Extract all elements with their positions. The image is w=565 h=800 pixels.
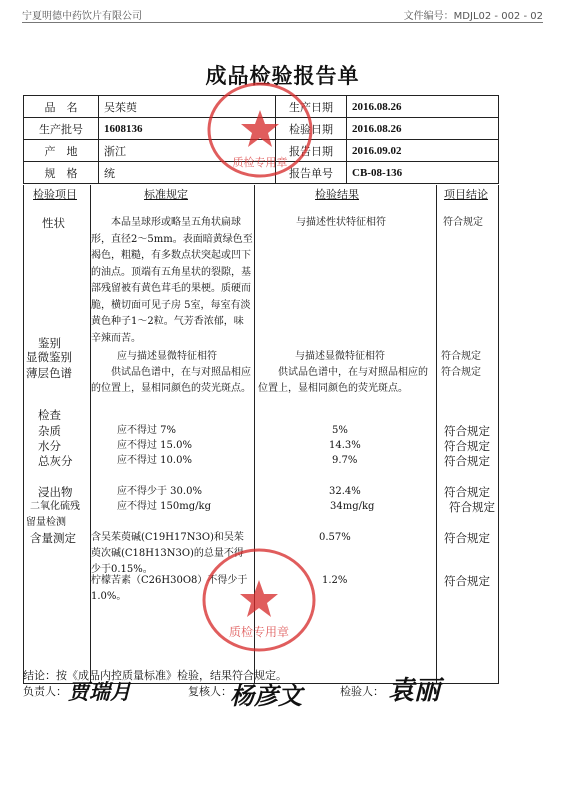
conclusion-text: 符合规定 (444, 531, 490, 545)
standard-text: 应不得过 7% (117, 425, 177, 436)
signature-handwriting: 杨彦文 (230, 681, 302, 710)
result-text: 14.3% (329, 440, 361, 451)
section-label: 检查 (38, 408, 61, 422)
signature-label: 负责人： (23, 685, 67, 698)
result-text: 32.4% (329, 486, 361, 497)
company-seal-stamp (205, 80, 315, 180)
info-value-2: 2016.08.26 (352, 100, 402, 113)
signature-handwriting: 袁丽 (388, 676, 441, 706)
column-header: 标准规定 (144, 188, 188, 201)
column-header: 项目结论 (444, 188, 488, 201)
signature-label: 检验人： (340, 685, 384, 698)
item-name: 性状 (42, 216, 65, 230)
info-label-2: 生产日期 (276, 96, 347, 117)
conclusion-text: 符合规定 (444, 454, 490, 468)
info-value-2: 2016.09.02 (352, 144, 402, 157)
result-text: 34mg/kg (330, 501, 375, 512)
item-name: 杂质 (38, 424, 61, 438)
info-value-2: CB-08-136 (352, 166, 403, 179)
item-name: 水分 (38, 439, 61, 453)
company-name: 宁夏明德中药饮片有限公司 (22, 11, 142, 22)
result-text: 与描述显微特征相符 (295, 351, 385, 362)
item-name: 二氧化硫残 (30, 501, 80, 512)
info-value: 浙江 (99, 140, 276, 161)
standard-text: 柠檬苦素（C26H30O8）不得少于1.0%。 (91, 575, 248, 602)
standard-text: 含吴茱萸碱(C19H17N3O)和吴茱萸次碱(C18H13N3O)的总量不得少于0.15%。 (91, 532, 244, 575)
standard-text: 应不得过 10.0% (117, 455, 192, 466)
info-value: 1608136 (99, 118, 276, 139)
standard-text: 应不得过 15.0% (117, 440, 192, 451)
page-header (22, 6, 543, 23)
conclusion-text: 符合规定 (444, 424, 490, 438)
info-value-2: 2016.08.26 (352, 122, 402, 135)
info-label: 产 地 (24, 140, 99, 161)
conclusion-text: 符合规定 (449, 500, 495, 514)
info-value: 吴茱萸 (99, 96, 276, 117)
result-text: 供试品色谱中，在与对照品相应的位置上，显相同颜色的荧光斑点。 (258, 367, 428, 394)
document-number: 文件编号：MDJL02 - 002 - 02 (403, 11, 543, 22)
info-label-2: 报告单号 (276, 162, 347, 183)
info-label: 生产批号 (24, 118, 99, 139)
item-name: 浸出物 (38, 485, 73, 499)
standard-text: 应不得过 150mg/kg (117, 501, 211, 512)
stamp-center-text: 质检专用章 (232, 156, 288, 169)
result-text: 与描述性状特征相符 (296, 217, 386, 228)
stamp-center-text: 质检专用章 (228, 625, 290, 639)
info-label: 规 格 (24, 162, 99, 183)
column-header: 检验项目 (33, 188, 77, 201)
info-label-2: 检验日期 (276, 118, 347, 139)
info-value: 统 (99, 162, 276, 183)
conclusion-text: 符合规定 (444, 439, 490, 453)
conclusion-text: 符合规定 (443, 217, 483, 228)
item-name-cont: 留量检测 (26, 517, 66, 528)
standard-text: 供试品色谱中，在与对照品相应的位置上，显相同颜色的荧光斑点。 (91, 367, 251, 394)
info-label-2: 报告日期 (276, 140, 347, 161)
item-name: 薄层色谱 (26, 366, 72, 380)
item-name: 含量测定 (30, 531, 76, 545)
info-label: 品 名 (24, 96, 99, 117)
conclusion-text: 符合规定 (444, 574, 490, 588)
signature-label: 复核人： (188, 685, 232, 698)
column-header: 检验结果 (315, 188, 359, 201)
standard-text: 本品呈球形或略呈五角状扁球形，直径2～5mm。表面暗黄绿色至褐色，粗糙，有多数点状突起或凹下的油点。顶端有五角星状的裂隙，基部残留被有黄色茸毛的果梗。质硬而脆，横切面可见子房 5室，每室有淡黄色种子1～2粒。气芳香浓郁，味辛辣而苦。 (91, 217, 253, 344)
result-text: 1.2% (322, 575, 348, 586)
conclusion-text: 符合规定 (441, 351, 481, 362)
conclusion-text: 符合规定 (441, 367, 481, 378)
signature-handwriting: 贾瑞月 (68, 679, 131, 704)
report-title: 成品检验报告单 (205, 63, 360, 88)
section-label: 鉴别 (38, 336, 61, 350)
company-seal-stamp (200, 546, 318, 654)
result-text: 9.7% (332, 455, 358, 466)
column-divider (436, 185, 437, 683)
result-text: 0.57% (319, 532, 351, 543)
item-name: 显微鉴别 (26, 350, 72, 364)
report-conclusion: 结论：按《成品内控质量标准》检验，结果符合规定。 (23, 669, 287, 682)
result-text: 5% (332, 425, 348, 436)
standard-text: 应与描述显微特征相符 (117, 351, 217, 362)
conclusion-text: 符合规定 (444, 485, 490, 499)
item-name: 总灰分 (38, 454, 73, 468)
standard-text: 应不得少于 30.0% (117, 486, 202, 497)
